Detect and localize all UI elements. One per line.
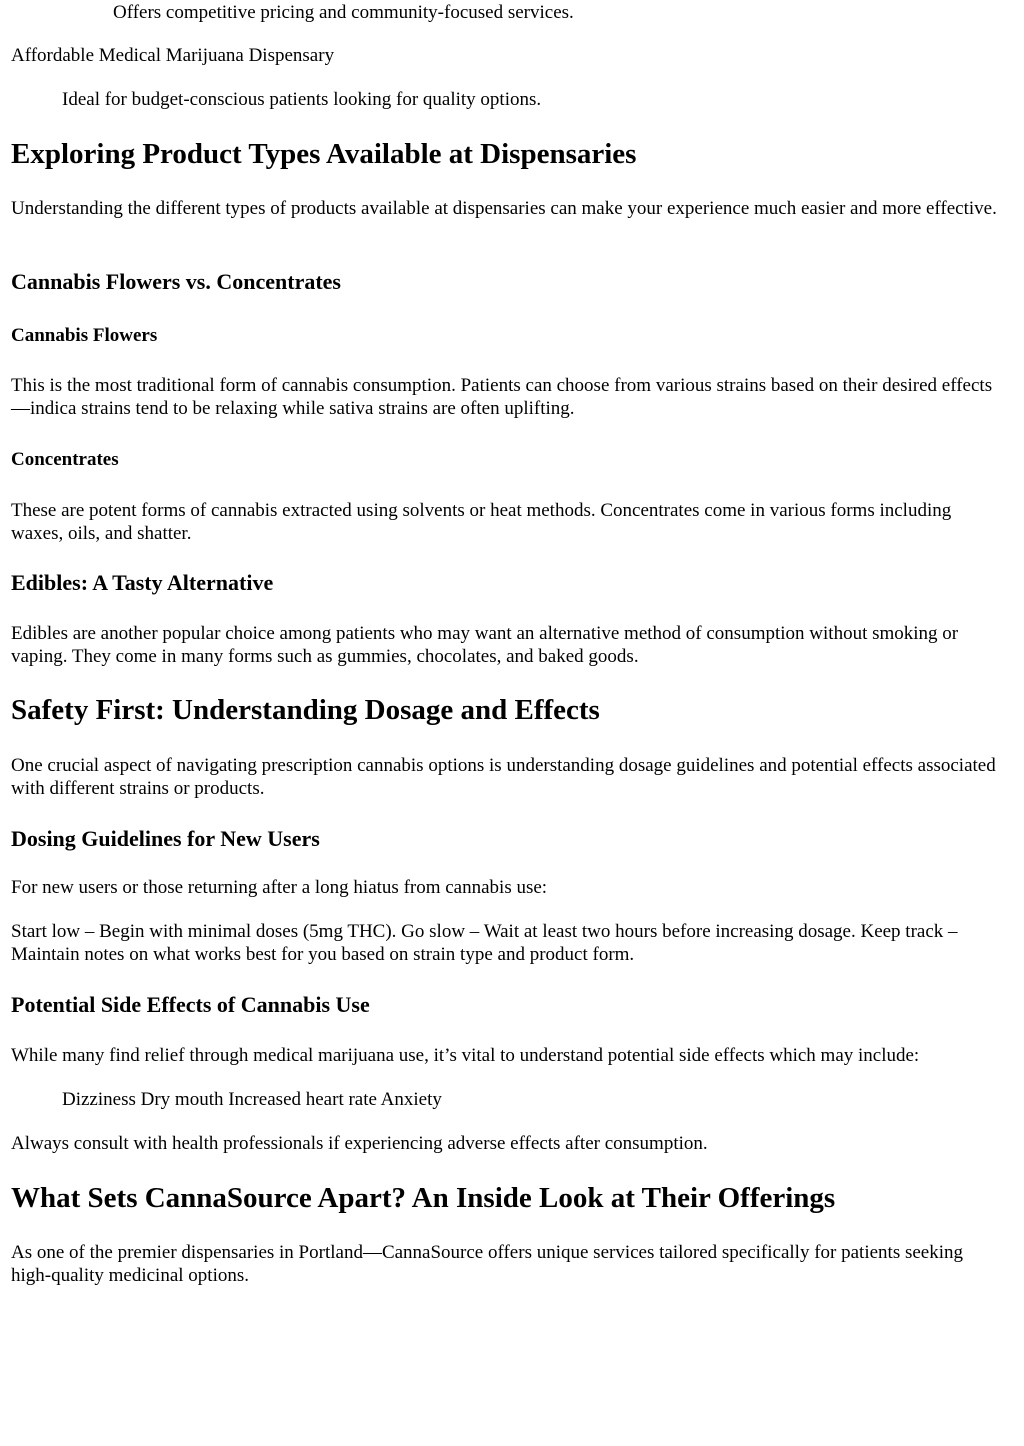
section-heading-cannasource: What Sets CannaSource Apart? An Inside Look at Their Offerings [11, 1182, 836, 1214]
safety-intro-paragraph: One crucial aspect of navigating prescription cannabis options is understanding dosage guidelines and potential effects associated with different strains or products. [11, 755, 996, 799]
subheading-flowers-vs-concentrates: Cannabis Flowers vs. Concentrates [11, 269, 341, 294]
section-heading-products: Exploring Product Types Available at Dispensaries [11, 138, 637, 170]
section-heading-safety: Safety First: Understanding Dosage and Effects [11, 694, 600, 726]
cannasource-intro-paragraph: As one of the premier dispensaries in Portland—CannaSource offers unique services tailored specifically for patients seeking high-quality medicinal options. [11, 1242, 964, 1286]
intro-item-1-description: Offers competitive pricing and community-focused services. [113, 2, 574, 23]
dosing-intro-paragraph: For new users or those returning after a long hiatus from cannabis use: [11, 877, 548, 898]
edibles-paragraph: Edibles are another popular choice among patients who may want an alternative method of consumption without smoking or vaping. They come in many forms such as gummies, chocolates, and baked goods. [11, 623, 959, 667]
intro-item-2-description: Ideal for budget-conscious patients looking for quality options. [62, 89, 542, 110]
products-intro-paragraph: Understanding the different types of products available at dispensaries can make your experience much easier and more effective. [11, 198, 997, 219]
intro-item-2-title: Affordable Medical Marijuana Dispensary [11, 45, 335, 66]
flowers-paragraph: This is the most traditional form of cannabis consumption. Patients can choose from various strains based on their desired effects—indica strains tend to be relaxing while sativa strains are often uplifting. [11, 375, 993, 419]
concentrates-paragraph: These are potent forms of cannabis extracted using solvents or heat methods. Concentrates come in various forms including waxes, oils, and shatter. [11, 500, 952, 544]
subheading-edibles: Edibles: A Tasty Alternative [11, 570, 274, 595]
dosing-steps-paragraph: Start low – Begin with minimal doses (5mg THC). Go slow – Wait at least two hours before increasing dosage. Keep track – Maintain notes on what works best for you based on strain type and product form. [11, 921, 958, 965]
side-effects-list: Dizziness Dry mouth Increased heart rate Anxiety [62, 1089, 442, 1110]
side-effects-intro-paragraph: While many find relief through medical marijuana use, it’s vital to understand potential side effects which may include: [11, 1045, 920, 1066]
subheading-dosing-guidelines: Dosing Guidelines for New Users [11, 826, 320, 851]
heading-concentrates: Concentrates [11, 449, 119, 470]
consult-paragraph: Always consult with health professionals if experiencing adverse effects after consumption. [11, 1133, 708, 1154]
heading-cannabis-flowers: Cannabis Flowers [11, 325, 158, 346]
subheading-side-effects: Potential Side Effects of Cannabis Use [11, 992, 370, 1017]
